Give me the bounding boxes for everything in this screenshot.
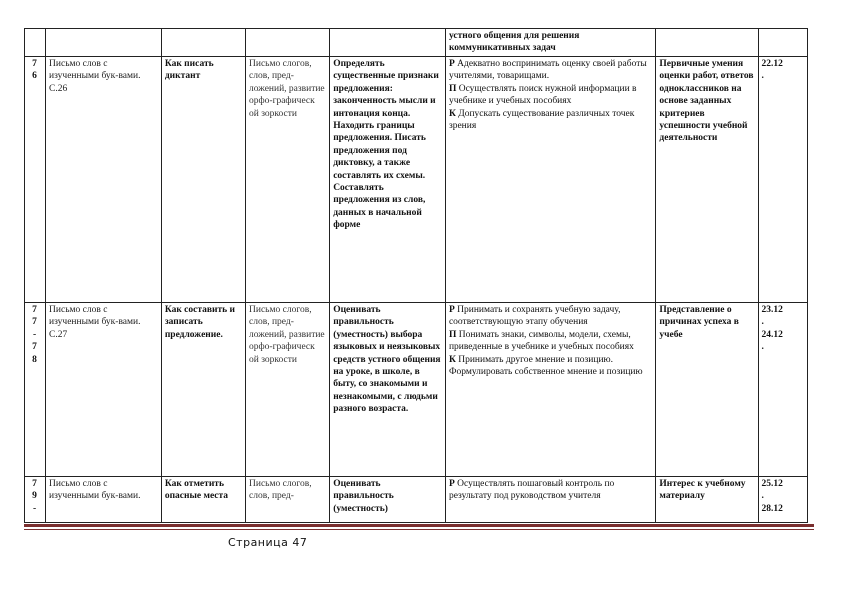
date-line: 22.12 bbox=[761, 59, 783, 69]
footer-rule-thin bbox=[24, 529, 814, 530]
lesson-number-cell bbox=[25, 477, 46, 523]
uud-text: Принимать и сохранять учебную задачу, соответствующую этапу обучения bbox=[448, 305, 621, 328]
uud-continuation-text: устного общения для решения коммуникативных задач bbox=[448, 31, 580, 54]
date-line: 28.12 bbox=[761, 503, 783, 514]
uud-cell bbox=[445, 477, 655, 523]
personal-results-cell: Первичные умения оценки работ, ответов одноклассников на основе заданных критериев успешности учебной деятельности bbox=[656, 57, 758, 303]
uud-cell bbox=[445, 303, 655, 477]
lesson-number-char: 7 bbox=[32, 305, 37, 315]
date-line: . bbox=[761, 491, 764, 502]
uud-marker: П bbox=[448, 329, 459, 340]
date-cell bbox=[758, 29, 808, 57]
uud-line bbox=[449, 354, 652, 366]
uud-marker: К bbox=[448, 108, 459, 119]
lesson-number-char: 9 bbox=[32, 491, 37, 502]
subject-results-cell: Оценивать правильность (уместность) выбора языковых и неязыковых средств устного общения на уроке, в школе, в быту, со знакомыми и незнакомыми, с людьми разного возраста. bbox=[330, 303, 446, 477]
uud-marker: Р bbox=[448, 479, 458, 489]
date-line: 24.12 bbox=[761, 329, 783, 340]
subject-results-cell: Оценивать правильность (уместность) bbox=[330, 477, 446, 523]
subject-cell bbox=[330, 29, 446, 57]
topic-cell: Письмо слов с изученными бук-вами. С.27 bbox=[46, 303, 162, 477]
topic-cell: Письмо слов с изученными бук-вами. bbox=[46, 477, 162, 523]
wordwork-cell bbox=[246, 29, 330, 57]
uud-marker: П bbox=[448, 83, 459, 94]
uud-line bbox=[449, 478, 652, 503]
uud-text: Формулировать собственное мнение и позицию bbox=[448, 367, 643, 378]
date-line: . bbox=[761, 317, 764, 328]
uud-text: Принимать другое мнение и позицию. bbox=[458, 354, 614, 365]
date-cell bbox=[758, 57, 808, 303]
word-work-cell: Письмо слогов, слов, пред-ложений, развитие орфо-графическ ой зоркости bbox=[246, 303, 330, 477]
lesson-number-char: - bbox=[32, 503, 37, 514]
date-cell bbox=[758, 477, 808, 523]
lesson-number-cell bbox=[25, 303, 46, 477]
personal-results-cell: Представление о причинах успеха в учебе bbox=[656, 303, 758, 477]
lesson-number-char: 7 bbox=[32, 479, 37, 489]
page-number-footer: Страница 47 bbox=[228, 536, 308, 549]
word-work-cell: Письмо слогов, слов, пред-ложений, развитие орфо-графическ ой зоркости bbox=[246, 57, 330, 303]
lesson-title-cell: Как отметить опасные места bbox=[161, 477, 245, 523]
lesson-title-cell: Как составить и записать предложение. bbox=[161, 303, 245, 477]
uud-line bbox=[449, 366, 652, 378]
topic-cell bbox=[46, 29, 162, 57]
uud-line bbox=[449, 83, 652, 108]
topic-cell: Письмо слов с изученными бук-вами. С.26 bbox=[46, 57, 162, 303]
date-line: . bbox=[761, 71, 764, 82]
uud-marker: К bbox=[448, 354, 459, 365]
lesson-title-cell: Как писать диктант bbox=[161, 57, 245, 303]
uud-cell bbox=[445, 29, 655, 57]
lesson-number-char: 8 bbox=[32, 354, 37, 365]
date-cell bbox=[758, 303, 808, 477]
table-row bbox=[25, 303, 808, 477]
table-row bbox=[25, 477, 808, 523]
table-row bbox=[25, 57, 808, 303]
lesson-number-char: 7 bbox=[32, 317, 37, 328]
date-line: . bbox=[761, 342, 764, 353]
lesson-number-char: - bbox=[32, 329, 37, 340]
date-line: 25.12 bbox=[761, 479, 783, 489]
lesson-number-char: 7 bbox=[32, 59, 37, 69]
word-work-cell: Письмо слогов, слов, пред- bbox=[246, 477, 330, 523]
personal-cell bbox=[656, 29, 758, 57]
lesson-number-cell bbox=[25, 57, 46, 303]
table-row-continuation bbox=[25, 29, 808, 57]
uud-line bbox=[449, 329, 652, 354]
uud-marker: Р bbox=[448, 59, 458, 69]
uud-text: Осуществлять пошаговый контроль по результату под руководством учителя bbox=[448, 479, 615, 502]
footer-rule-thick bbox=[24, 524, 814, 527]
num-cell bbox=[25, 29, 46, 57]
uud-marker: Р bbox=[448, 305, 458, 315]
uud-text: Допускать существование различных точек зрения bbox=[448, 108, 635, 132]
uud-line bbox=[449, 58, 652, 83]
uud-text: Осуществлять поиск нужной информации в учебнике и учебных пособиях bbox=[448, 83, 637, 107]
lesson-number-char: 7 bbox=[32, 342, 37, 353]
personal-results-cell: Интерес к учебному материалу bbox=[656, 477, 758, 523]
uud-line bbox=[449, 304, 652, 329]
uud-cell bbox=[445, 57, 655, 303]
uud-text: Понимать знаки, символы, модели, схемы, приведенные в учебнике и учебных пособиях bbox=[448, 329, 634, 353]
uud-line bbox=[449, 108, 652, 133]
lesson-cell bbox=[161, 29, 245, 57]
uud-text: Адекватно воспринимать оценку своей работы учителями, товарищами. bbox=[448, 59, 647, 82]
date-line: 23.12 bbox=[761, 305, 783, 315]
subject-results-cell: Определять существенные признаки предложения: законченность мысли и интонация конца. Находить границы предложения. Писать предложения под диктовку, а также составлять их схемы. Составлять предложения из слов, данных в начальной форме bbox=[330, 57, 446, 303]
lesson-plan-table bbox=[24, 28, 808, 523]
lesson-number-char: 6 bbox=[32, 71, 37, 82]
